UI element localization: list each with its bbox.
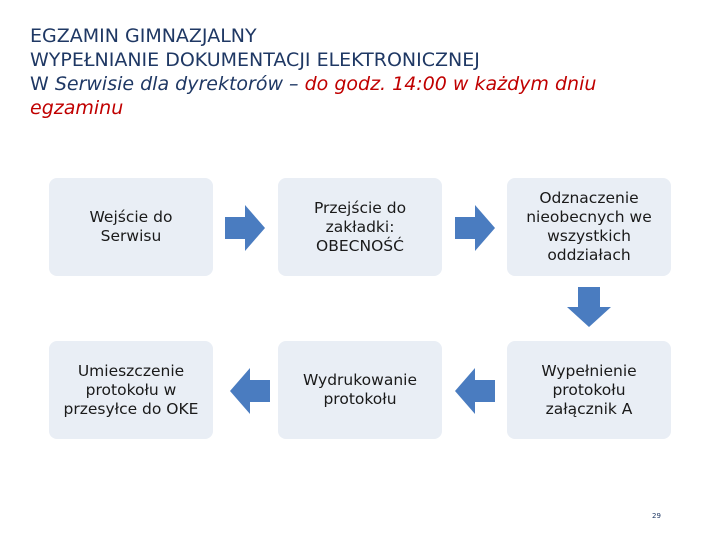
arrow-right-icon — [225, 205, 265, 251]
title-line-4: egzaminu — [30, 97, 124, 119]
title-dash: – — [283, 73, 305, 95]
page-number: 29 — [652, 512, 661, 520]
slide-title — [30, 24, 700, 120]
step-print-protocol: Wydrukowanie protokołu — [278, 341, 442, 439]
title-serwis: Serwisie dla dyrektorów — [54, 73, 283, 95]
step-pack-protocol: Umieszczenie protokołu w przesyłce do OKE — [49, 341, 213, 439]
step-mark-absent: Odznaczenie nieobecnych we wszystkich oddziałach — [507, 178, 671, 276]
arrow-left-icon — [455, 368, 495, 414]
title-deadline: do godz. 14:00 w każdym dniu — [304, 73, 597, 95]
title-line-2: WYPEŁNIANIE DOKUMENTACJI ELEKTRONICZNEJ — [30, 49, 480, 71]
title-line-3 — [30, 72, 700, 96]
arrow-down-icon — [567, 287, 611, 327]
title-line-1: EGZAMIN GIMNAZJALNY — [30, 25, 257, 47]
title-line-3-intro: W — [30, 73, 55, 95]
step-enter-service: Wejście do Serwisu — [49, 178, 213, 276]
step-fill-protocol: Wypełnienie protokołu załącznik A — [507, 341, 671, 439]
arrow-left-icon — [230, 368, 270, 414]
arrow-right-icon — [455, 205, 495, 251]
step-go-to-attendance-tab: Przejście do zakładki: OBECNOŚĆ — [278, 178, 442, 276]
